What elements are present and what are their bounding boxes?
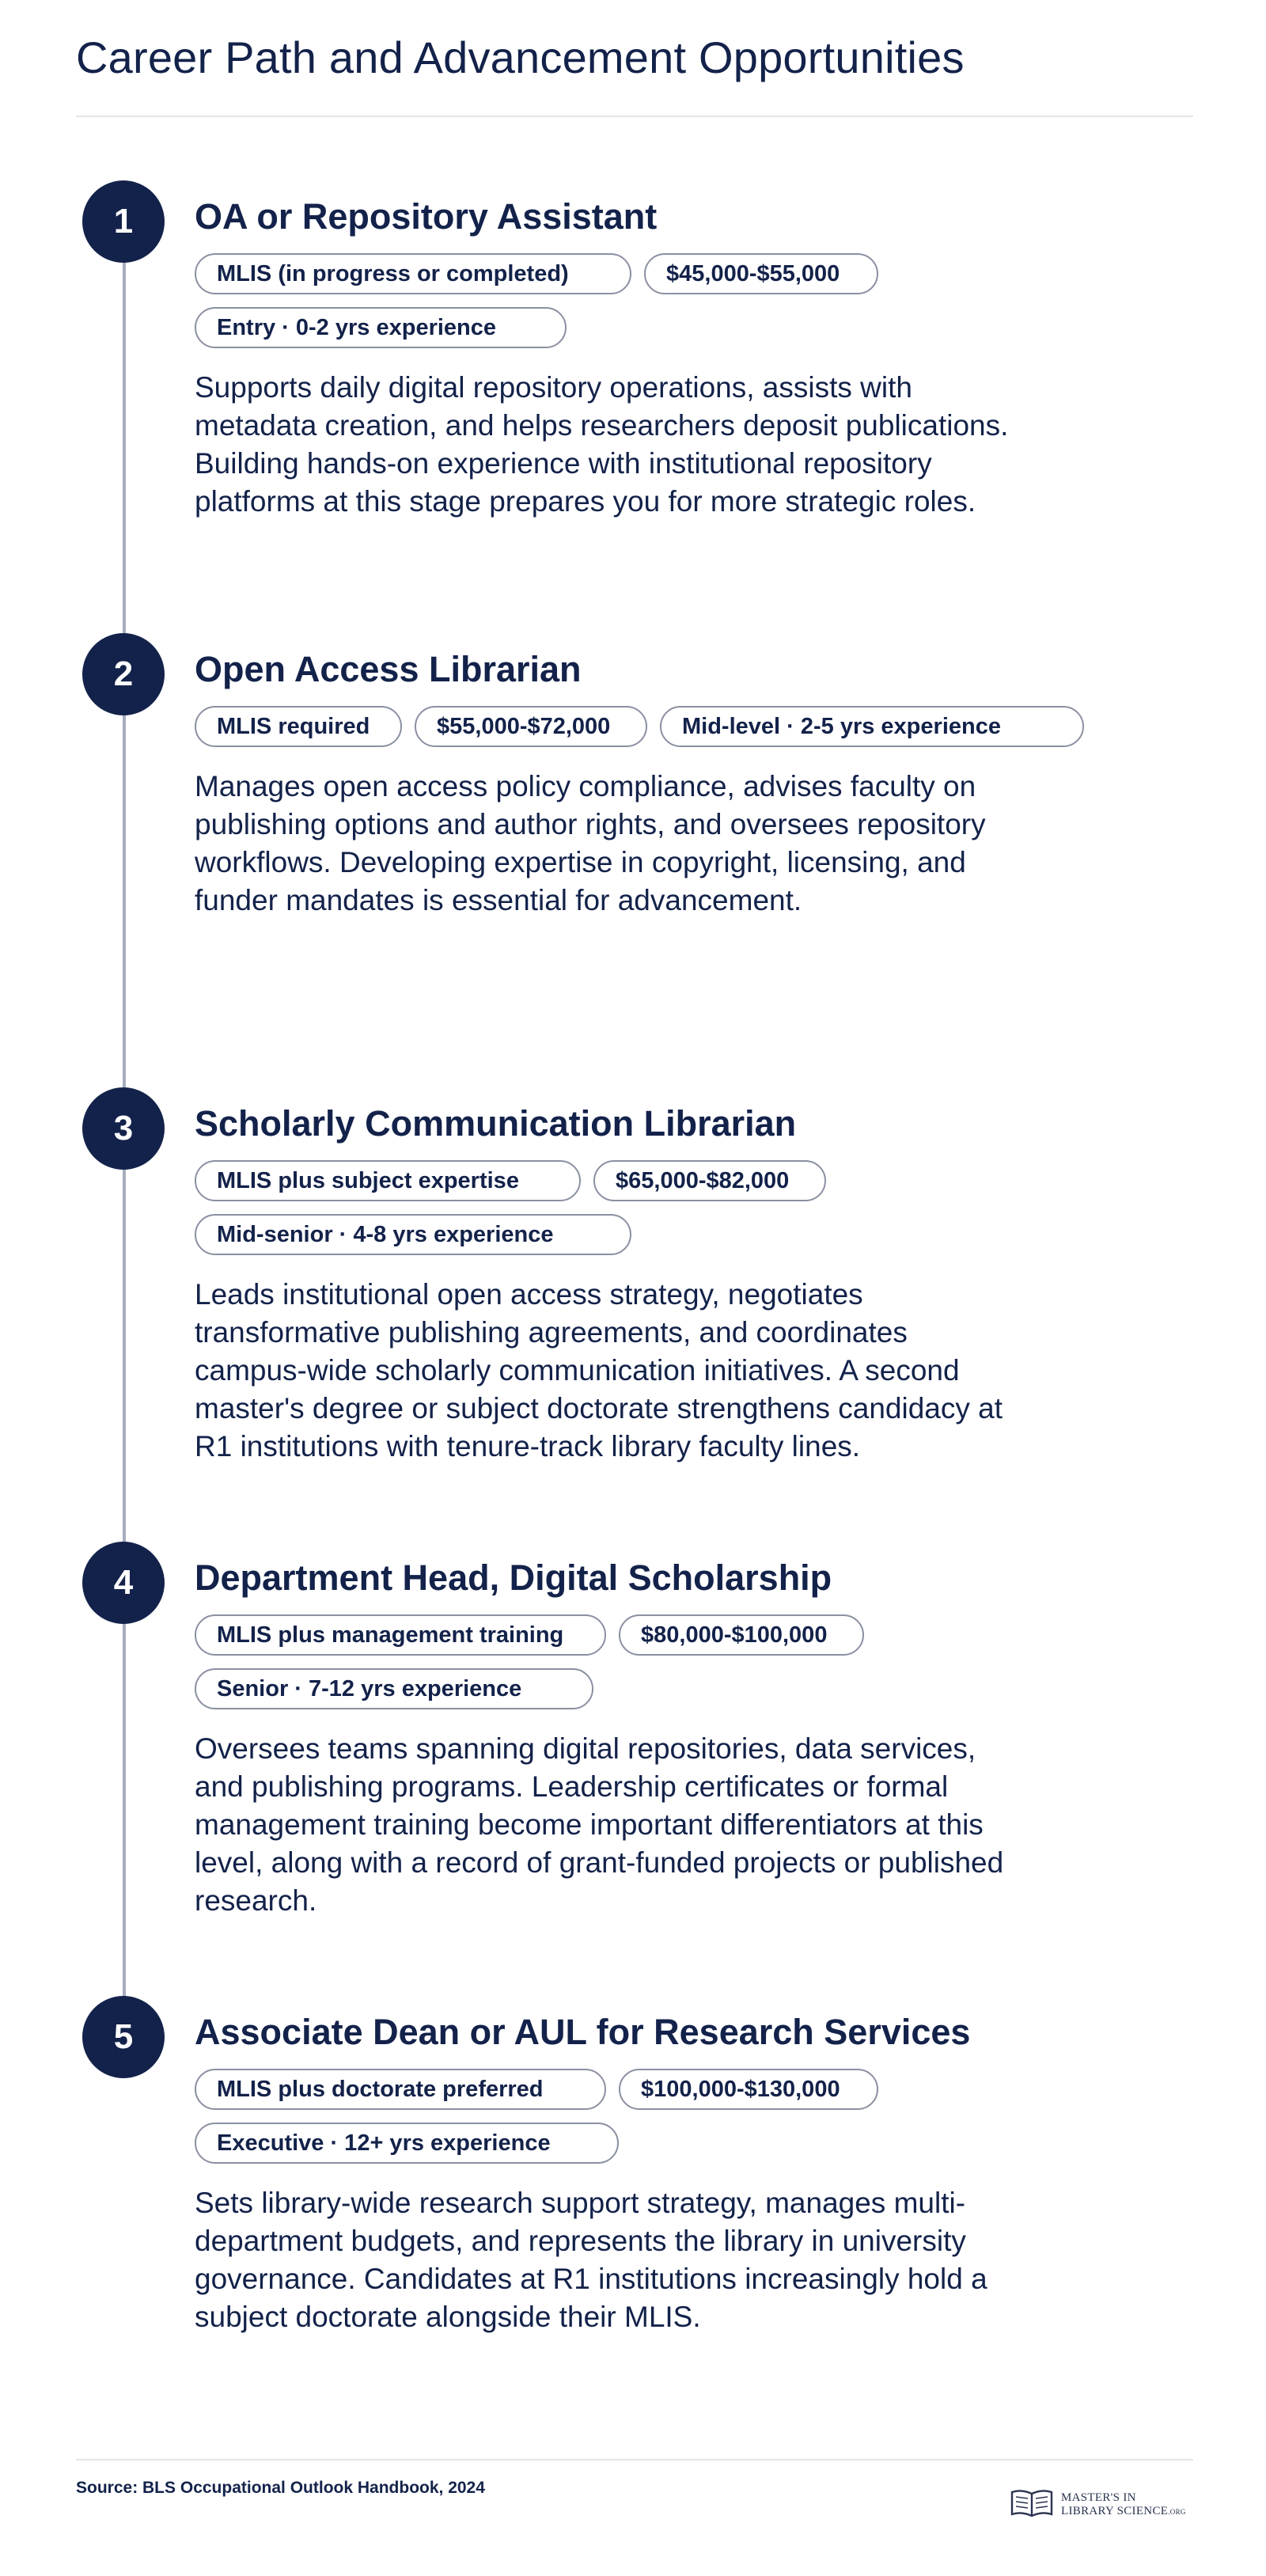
source-citation: Source: BLS Occupational Outlook Handbook, 2024 (76, 2479, 485, 2497)
step-title: Scholarly Communication Librarian (195, 1103, 797, 1144)
title-divider (76, 116, 1193, 117)
step-description: Sets library-wide research support strategy, manages multi-department budgets, and represents the library in university governance. Candidates at R1 institutions increasingly hold a subject doctorate alongside their MLIS. (195, 2186, 987, 2333)
step-tags (195, 706, 1018, 755)
site-logo (1009, 2488, 1186, 2521)
education-tag: MLIS plus subject expertise (195, 1160, 581, 1201)
salary-tag: $45,000-$55,000 (644, 253, 878, 294)
logo-line-1: MASTER'S IN (1061, 2491, 1136, 2504)
step-tags (195, 2069, 1018, 2172)
salary-tag: $65,000-$82,000 (593, 1160, 826, 1201)
education-tag: MLIS required (195, 706, 402, 747)
education-tag: MLIS plus management training (195, 1614, 606, 1656)
step-description: Leads institutional open access strategy, negotiates transformative publishing agreements, and coordinates campus-wide scholarly communication initiatives. A second master's degree or subject doctorate strengthens candidacy at R1 institutions with tenure-track library faculty lines. (195, 1277, 1003, 1463)
logo-line-2: LIBRARY SCIENCE (1061, 2504, 1169, 2517)
experience-tag: Mid-level · 2-5 yrs experience (660, 706, 1084, 747)
experience-tag: Mid-senior · 4-8 yrs experience (195, 1214, 631, 1255)
experience-tag: Senior · 7-12 yrs experience (195, 1668, 593, 1709)
step-title: Associate Dean or AUL for Research Services (195, 2012, 971, 2052)
education-tag: MLIS plus doctorate preferred (195, 2069, 606, 2110)
step-description: Oversees teams spanning digital repositories, data services, and publishing programs. Leadership certificates or formal management training become important differentiators at this level, along with a record of grant-funded projects or published research. (195, 1732, 1004, 1917)
salary-tag: $80,000-$100,000 (619, 1614, 864, 1656)
step-number-badge: 5 (82, 1996, 165, 2078)
step-tags (195, 1160, 1018, 1263)
step-description: Manages open access policy compliance, advises faculty on publishing options and author rights, and oversees repository workflows. Developing expertise in copyright, licensing, and funder mandates is essential for advancement. (195, 769, 986, 916)
step-description: Supports daily digital repository operations, assists with metadata creation, and helps researchers deposit publications. Building hands-on experience with institutional repository platforms at this stage prepares you for more strategic roles. (195, 370, 1009, 518)
step-title: Department Head, Digital Scholarship (195, 1557, 832, 1598)
logo-suffix: .ORG (1168, 2507, 1186, 2516)
page-title: Career Path and Advancement Opportunities (76, 32, 965, 82)
step-number-badge: 2 (82, 633, 165, 715)
step-tags (195, 253, 1018, 356)
education-tag: MLIS (in progress or completed) (195, 253, 631, 294)
experience-tag: Entry · 0-2 yrs experience (195, 307, 567, 348)
logo-wordmark (1061, 2491, 1186, 2519)
step-number-badge: 1 (82, 180, 165, 263)
open-book-icon (1009, 2487, 1055, 2523)
footer-divider (76, 2459, 1193, 2460)
step-title: OA or Repository Assistant (195, 196, 658, 237)
step-number-badge: 4 (82, 1542, 165, 1624)
experience-tag: Executive · 12+ yrs experience (195, 2123, 619, 2164)
step-title: Open Access Librarian (195, 649, 582, 689)
salary-tag: $55,000-$72,000 (415, 706, 647, 747)
step-tags (195, 1614, 1018, 1717)
salary-tag: $100,000-$130,000 (619, 2069, 878, 2110)
step-number-badge: 3 (82, 1087, 165, 1170)
